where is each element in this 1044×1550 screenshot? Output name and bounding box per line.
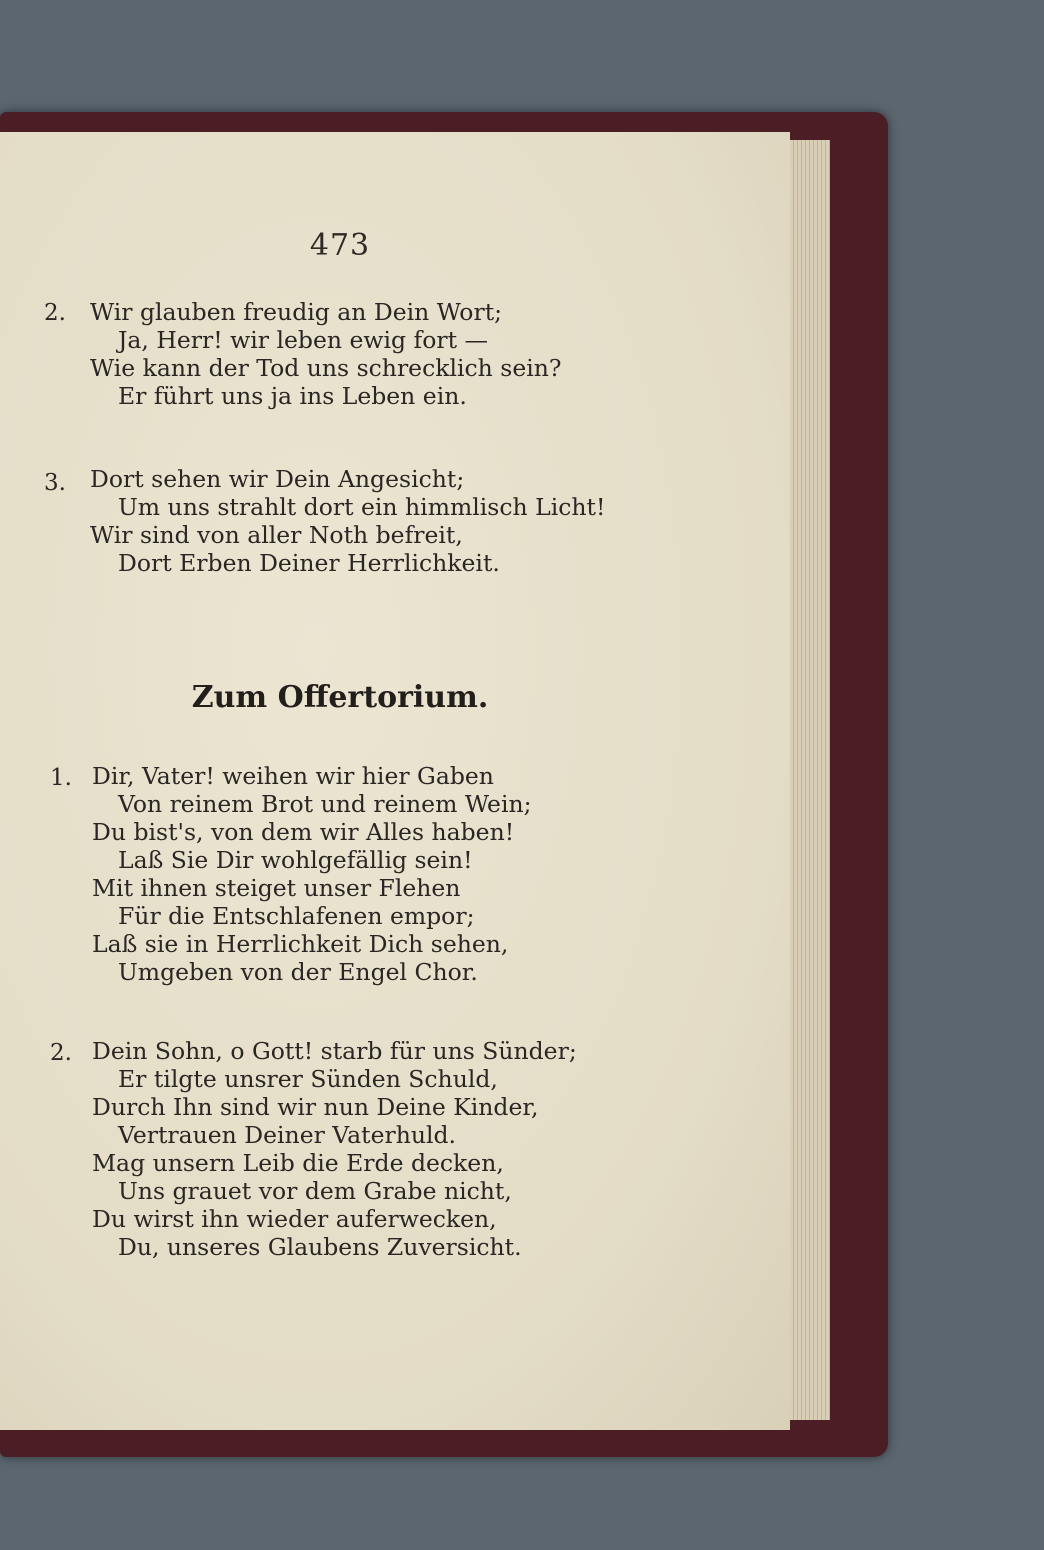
verse-number: 2. (50, 1040, 72, 1066)
verse-number: 3. (44, 470, 66, 496)
verse-line: Dort sehen wir Dein Angesicht; (90, 465, 465, 493)
verse-line: Um uns strahlt dort ein himmlisch Licht! (118, 493, 606, 521)
verse-line: Für die Entschlafenen empor; (118, 902, 475, 930)
verse-line: Wir sind von aller Noth befreit, (90, 521, 463, 549)
verse-line: Durch Ihn sind wir nun Deine Kinder, (92, 1093, 539, 1121)
verse-line: Laß sie in Herrlichkeit Dich sehen, (92, 930, 509, 958)
verse-number: 2. (44, 300, 66, 326)
verse-line: Laß Sie Dir wohlgefällig sein! (118, 846, 473, 874)
verse-line: Wir glauben freudig an Dein Wort; (90, 298, 503, 326)
verse-line: Mit ihnen steiget unser Flehen (92, 874, 461, 902)
verse-line: Umgeben von der Engel Chor. (118, 958, 478, 986)
verse-line: Dein Sohn, o Gott! starb für uns Sünder; (92, 1037, 577, 1065)
page-number: 473 (309, 228, 371, 263)
verse-line: Du, unseres Glaubens Zuversicht. (118, 1233, 522, 1261)
section-heading: Zum Offertorium. (191, 680, 489, 715)
verse-line: Er führt uns ja ins Leben ein. (118, 382, 467, 410)
verse-line: Mag unsern Leib die Erde decken, (92, 1149, 504, 1177)
verse-line: Ja, Herr! wir leben ewig fort — (118, 326, 489, 354)
verse-line: Du wirst ihn wieder auferwecken, (92, 1205, 497, 1233)
verse-line: Von reinem Brot und reinem Wein; (118, 790, 532, 818)
verse-line: Er tilgte unsrer Sünden Schuld, (118, 1065, 498, 1093)
verse-line: Dir, Vater! weihen wir hier Gaben (92, 762, 494, 790)
verse-number: 1. (50, 765, 72, 791)
verse-line: Uns grauet vor dem Grabe nicht, (118, 1177, 512, 1205)
verse-line: Wie kann der Tod uns schrecklich sein? (90, 354, 562, 382)
verse-line: Vertrauen Deiner Vaterhuld. (118, 1121, 457, 1149)
verse-line: Du bist's, von dem wir Alles haben! (92, 818, 515, 846)
verse-line: Dort Erben Deiner Herrlichkeit. (118, 549, 500, 577)
